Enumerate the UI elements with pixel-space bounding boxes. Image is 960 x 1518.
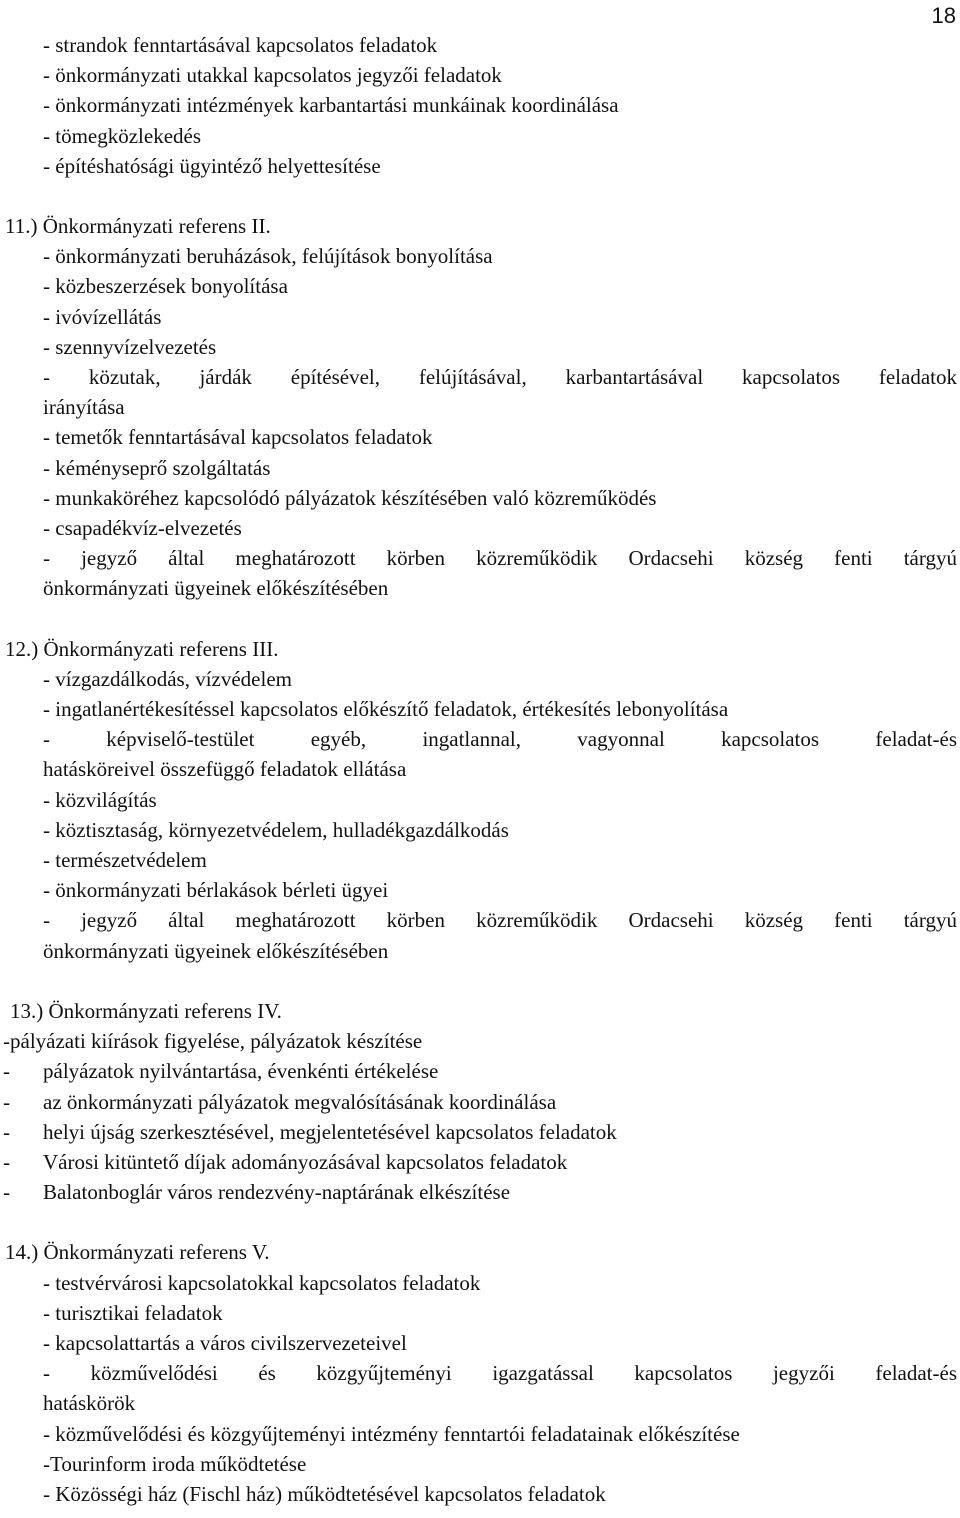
section-heading: 13.) Önkormányzati referens IV. (10, 998, 282, 1023)
list-item-continuation: irányítása (43, 395, 125, 420)
list-item: - önkormányzati bérlakások bérleti ügyei (43, 878, 389, 903)
list-dash: - (3, 1059, 10, 1084)
list-item: - építéshatósági ügyintéző helyettesítése (43, 153, 381, 178)
section-11 (5, 211, 957, 604)
list-item: - ivóvízellátás (43, 304, 162, 329)
list-dash: - (3, 1089, 10, 1114)
list-item: - természetvédelem (43, 848, 207, 873)
document-body (3, 30, 957, 1509)
section-heading: 14.) Önkormányzati referens V. (5, 1240, 270, 1265)
list-item (3, 1147, 957, 1177)
page-number: 18 (931, 3, 956, 28)
section-12 (5, 634, 957, 966)
list-item: - jegyző által meghatározott körben közreműködik Ordacsehi község fenti tárgyú (43, 908, 957, 933)
list-item-continuation: hatáskörök (43, 1391, 136, 1416)
list-item (3, 1177, 957, 1207)
list-item-text: az önkormányzati pályázatok megvalósításának koordinálása (43, 1089, 557, 1114)
section-heading: 12.) Önkormányzati referens III. (5, 636, 279, 661)
section-14 (5, 1237, 957, 1509)
list-item: - tömegközlekedés (43, 123, 202, 148)
list-item: - turisztikai feladatok (43, 1300, 223, 1325)
list-item-text: helyi újság szerkesztésével, megjelentetésével kapcsolatos feladatok (43, 1119, 617, 1144)
list-item: - közutak, járdák építésével, felújításával, karbantartásával kapcsolatos feladatok (43, 365, 957, 390)
list-item: - testvérvárosi kapcsolatokkal kapcsolatos feladatok (43, 1270, 481, 1295)
list-item: - önkormányzati intézmények karbantartási munkáinak koordinálása (43, 93, 619, 118)
list-item: - temetők fenntartásával kapcsolatos feladatok (43, 425, 433, 450)
list-item: - szennyvízelvezetés (43, 334, 217, 359)
list-item: -Tourinform iroda működtetése (43, 1451, 307, 1476)
top-list (43, 30, 957, 181)
list-item (3, 1117, 957, 1147)
list-item: - Közösségi ház (Fischl ház) működtetésével kapcsolatos feladatok (43, 1481, 606, 1506)
list-dash: - (3, 1119, 10, 1144)
list-item: - közművelődési és közgyűjteményi intézmény fenntartói feladatainak előkészítése (43, 1421, 740, 1446)
list-item-text: Városi kitüntető díjak adományozásával kapcsolatos feladatok (43, 1149, 568, 1174)
list-item-continuation: önkormányzati ügyeinek előkészítésében (43, 938, 389, 963)
section-heading: 11.) Önkormányzati referens II. (5, 214, 271, 239)
list-item: - közművelődési és közgyűjteményi igazgatással kapcsolatos jegyzői feladat-és (43, 1361, 957, 1386)
list-item: - köztisztaság, környezetvédelem, hulladékgazdálkodás (43, 817, 509, 842)
list-item-text: Balatonboglár város rendezvény-naptárának elkészítése (43, 1180, 511, 1205)
list-item (3, 1087, 957, 1117)
list-item: - közbeszerzések bonyolítása (43, 274, 288, 299)
list-item: - jegyző által meghatározott körben közreműködik Ordacsehi község fenti tárgyú (43, 546, 957, 571)
list-item: - vízgazdálkodás, vízvédelem (43, 666, 292, 691)
list-item: - közvilágítás (43, 787, 157, 812)
list-item: - ingatlanértékesítéssel kapcsolatos előkészítő feladatok, értékesítés lebonyolítása (43, 697, 729, 722)
list-item: - munkaköréhez kapcsolódó pályázatok készítésében való közreműködés (43, 485, 657, 510)
list-item: - csapadékvíz-elvezetés (43, 516, 242, 541)
section-13 (3, 996, 957, 1207)
list-item: -pályázati kiírások figyelése, pályázatok készítése (3, 1029, 423, 1054)
list-item: - önkormányzati utakkal kapcsolatos jegyzői feladatok (43, 63, 502, 88)
list-item: - kapcsolattartás a város civilszervezeteivel (43, 1330, 407, 1355)
list-item: - kéményseprő szolgáltatás (43, 455, 271, 480)
list-dash: - (3, 1149, 10, 1174)
list-item: - önkormányzati beruházások, felújítások bonyolítása (43, 244, 493, 269)
list-item-continuation: önkormányzati ügyeinek előkészítésében (43, 576, 389, 601)
list-item-text: pályázatok nyilvántartása, évenkénti értékelése (43, 1059, 439, 1084)
list-item-continuation: hatásköreivel összefüggő feladatok ellátása (43, 757, 407, 782)
list-item: - képviselő-testület egyéb, ingatlannal, vagyonnal kapcsolatos feladat-és (43, 727, 957, 752)
list-item: - strandok fenntartásával kapcsolatos feladatok (43, 33, 438, 57)
list-item (3, 1056, 957, 1086)
list-dash: - (3, 1180, 10, 1205)
